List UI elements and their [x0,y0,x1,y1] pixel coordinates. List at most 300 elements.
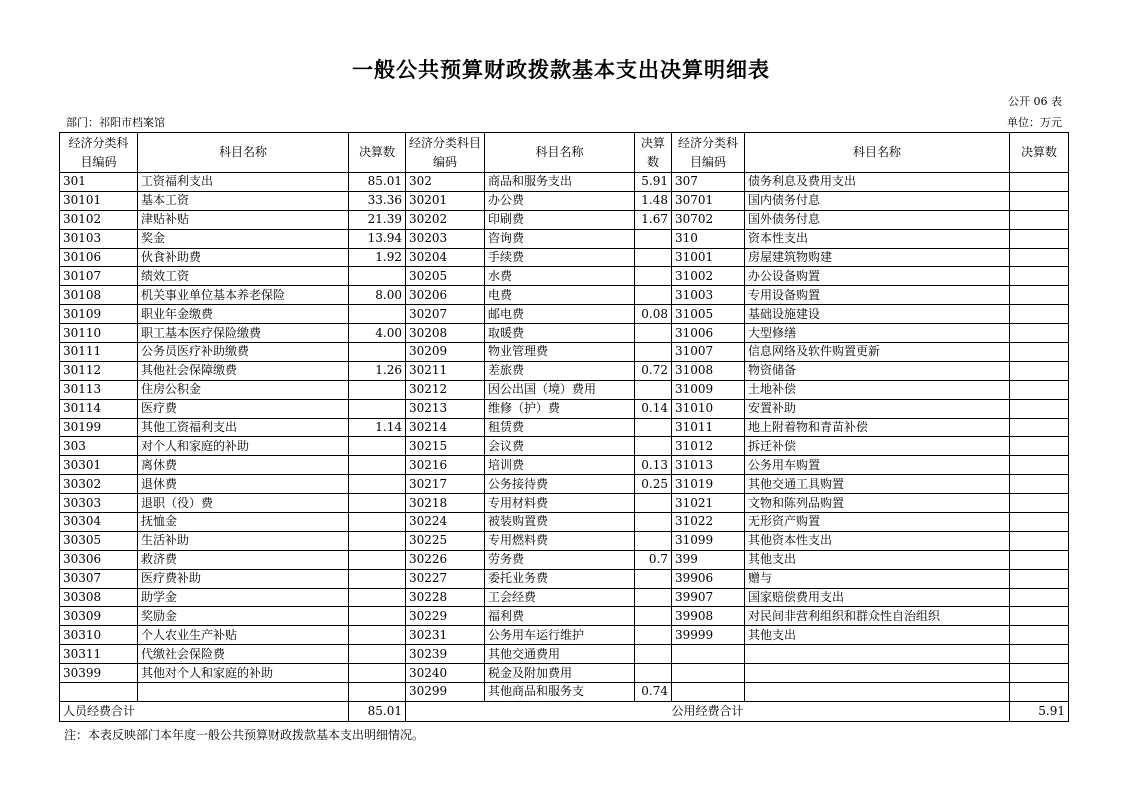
unit-label: 单位：万元 [1007,116,1062,129]
amount-cell [349,305,406,324]
amount-cell [635,380,672,399]
subject-name-cell: 国内债务付息 [745,191,1010,210]
subject-code-cell: 30214 [406,418,485,437]
subject-name-cell: 会议费 [485,437,635,456]
subject-code-cell: 31012 [672,437,745,456]
amount-cell [349,626,406,645]
subject-code-cell: 30218 [406,494,485,513]
subject-name-cell: 其他社会保障缴费 [138,361,349,380]
header-amount-1: 决算数 [349,133,406,173]
amount-cell [635,645,672,664]
public-total-label: 公用经费合计 [406,701,1010,721]
subject-code-cell: 30202 [406,210,485,229]
subject-name-cell: 印刷费 [485,210,635,229]
amount-cell [349,475,406,494]
subject-name-cell: 土地补偿 [745,380,1010,399]
subject-name-cell [745,664,1010,683]
amount-cell: 85.01 [349,173,406,192]
subject-name-cell: 水费 [485,267,635,286]
amount-cell [349,550,406,569]
subject-code-cell: 30212 [406,380,485,399]
subject-code-cell: 39907 [672,588,745,607]
subject-code-cell: 30227 [406,569,485,588]
amount-cell [635,286,672,305]
header-amount-2: 决算数 [635,133,672,173]
subject-code-cell: 30107 [60,267,138,286]
table-row [60,191,1069,210]
header-code-3: 经济分类科目编码 [672,133,745,173]
amount-cell [349,531,406,550]
subject-name-cell: 职工基本医疗保险缴费 [138,324,349,343]
subject-name-cell: 其他资本性支出 [745,531,1010,550]
subject-code-cell: 30240 [406,664,485,683]
subject-name-cell: 咨询费 [485,229,635,248]
subject-name-cell: 邮电费 [485,305,635,324]
subject-name-cell: 物资储备 [745,361,1010,380]
footnote: 注：本表反映部门本年度一般公共预算财政拨款基本支出明细情况。 [64,728,425,742]
amount-cell: 13.94 [349,229,406,248]
amount-cell [635,267,672,286]
subject-code-cell [672,645,745,664]
header-name-3: 科目名称 [745,133,1010,173]
subject-code-cell: 30102 [60,210,138,229]
header-name-1: 科目名称 [138,133,349,173]
subject-code-cell: 30110 [60,324,138,343]
table-row [60,418,1069,437]
table-row [60,286,1069,305]
amount-cell [1010,380,1069,399]
subject-code-cell: 30311 [60,645,138,664]
subject-code-cell: 30305 [60,531,138,550]
amount-cell: 33.36 [349,191,406,210]
subject-name-cell: 对个人和家庭的补助 [138,437,349,456]
table-row [60,569,1069,588]
subject-name-cell: 其他对个人和家庭的补助 [138,664,349,683]
subject-name-cell: 对民间非营利组织和群众性自治组织 [745,607,1010,626]
subject-name-cell: 专用材料费 [485,494,635,513]
subject-name-cell: 因公出国（境）费用 [485,380,635,399]
subject-name-cell: 专用设备购置 [745,286,1010,305]
amount-cell [1010,173,1069,192]
subject-code-cell: 307 [672,173,745,192]
subject-code-cell: 30113 [60,380,138,399]
subject-code-cell [672,683,745,702]
amount-cell [1010,550,1069,569]
amount-cell [1010,418,1069,437]
subject-name-cell: 商品和服务支出 [485,173,635,192]
amount-cell [635,626,672,645]
amount-cell: 0.74 [635,683,672,702]
amount-cell [349,607,406,626]
subject-code-cell: 30203 [406,229,485,248]
table-row [60,475,1069,494]
table-row [60,588,1069,607]
amount-cell [635,664,672,683]
amount-cell [349,664,406,683]
subject-code-cell: 31010 [672,399,745,418]
subject-code-cell: 30213 [406,399,485,418]
subject-name-cell: 其他支出 [745,626,1010,645]
subject-code-cell: 30208 [406,324,485,343]
amount-cell [1010,191,1069,210]
amount-cell: 1.26 [349,361,406,380]
subject-name-cell: 安置补助 [745,399,1010,418]
subject-name-cell: 抚恤金 [138,513,349,532]
header-name-2: 科目名称 [485,133,635,173]
subject-name-cell: 物业管理费 [485,343,635,362]
subject-code-cell: 30215 [406,437,485,456]
subject-code-cell: 30103 [60,229,138,248]
amount-cell [349,437,406,456]
expenditure-table [59,132,1069,722]
table-row [60,380,1069,399]
subject-name-cell: 文物和陈列品购置 [745,494,1010,513]
amount-cell [1010,324,1069,343]
subject-name-cell: 医疗费 [138,399,349,418]
table-row [60,683,1069,702]
subject-code-cell: 30226 [406,550,485,569]
subject-code-cell: 31099 [672,531,745,550]
subject-code-cell: 30701 [672,191,745,210]
subject-name-cell: 工资福利支出 [138,173,349,192]
subject-code-cell: 30206 [406,286,485,305]
subject-name-cell: 地上附着物和青苗补偿 [745,418,1010,437]
amount-cell: 5.91 [635,173,672,192]
subject-code-cell: 30239 [406,645,485,664]
amount-cell [349,456,406,475]
subject-name-cell: 赠与 [745,569,1010,588]
subject-name-cell: 办公设备购置 [745,267,1010,286]
amount-cell: 0.72 [635,361,672,380]
department-label: 部门：祁阳市档案馆 [66,116,165,129]
subject-name-cell: 维修（护）费 [485,399,635,418]
subject-code-cell: 31009 [672,380,745,399]
subject-name-cell: 劳务费 [485,550,635,569]
amount-cell [349,494,406,513]
personnel-total-value: 85.01 [349,701,406,721]
subject-code-cell: 30101 [60,191,138,210]
header-code-1: 经济分类科目编码 [60,133,138,173]
subject-name-cell: 国外债务付息 [745,210,1010,229]
subject-name-cell: 债务利息及费用支出 [745,173,1010,192]
subject-name-cell: 退职（役）费 [138,494,349,513]
amount-cell [635,494,672,513]
subject-name-cell: 工会经费 [485,588,635,607]
amount-cell [1010,229,1069,248]
subject-name-cell: 国家赔偿费用支出 [745,588,1010,607]
subject-code-cell: 30199 [60,418,138,437]
table-row [60,513,1069,532]
subject-name-cell: 无形资产购置 [745,513,1010,532]
personnel-total-label: 人员经费合计 [60,701,349,721]
subject-name-cell: 奖金 [138,229,349,248]
subject-code-cell: 30225 [406,531,485,550]
subject-name-cell: 公务员医疗补助缴费 [138,343,349,362]
amount-cell [635,324,672,343]
subject-code-cell: 30207 [406,305,485,324]
page-title: 一般公共预算财政拨款基本支出决算明细表 [352,57,770,82]
subject-code-cell: 30201 [406,191,485,210]
subject-name-cell: 手续费 [485,248,635,267]
table-row [60,173,1069,192]
amount-cell: 0.08 [635,305,672,324]
table-row [60,550,1069,569]
subject-name-cell: 其他商品和服务支 [485,683,635,702]
subject-name-cell: 福利费 [485,607,635,626]
amount-cell [635,437,672,456]
subject-name-cell: 津贴补贴 [138,210,349,229]
amount-cell [1010,494,1069,513]
subject-code-cell: 30229 [406,607,485,626]
amount-cell [1010,513,1069,532]
subject-name-cell: 其他交通工具购置 [745,475,1010,494]
table-row [60,229,1069,248]
amount-cell [1010,210,1069,229]
subject-code-cell: 30211 [406,361,485,380]
amount-cell [349,645,406,664]
subject-name-cell: 公务用车购置 [745,456,1010,475]
subject-code-cell: 31022 [672,513,745,532]
amount-cell: 21.39 [349,210,406,229]
subject-code-cell: 30308 [60,588,138,607]
subject-name-cell: 代缴社会保险费 [138,645,349,664]
amount-cell [635,418,672,437]
amount-cell [635,343,672,362]
subject-name-cell [745,645,1010,664]
subject-code-cell: 30228 [406,588,485,607]
subject-code-cell: 30224 [406,513,485,532]
subject-name-cell: 专用燃料费 [485,531,635,550]
subject-name-cell: 税金及附加费用 [485,664,635,683]
amount-cell [349,569,406,588]
amount-cell: 0.7 [635,550,672,569]
subject-code-cell: 30303 [60,494,138,513]
subject-code-cell: 30309 [60,607,138,626]
table-row [60,626,1069,645]
subject-name-cell: 房屋建筑物购建 [745,248,1010,267]
subject-code-cell: 31007 [672,343,745,362]
table-row [60,361,1069,380]
subject-name-cell: 培训费 [485,456,635,475]
subject-name-cell: 基本工资 [138,191,349,210]
amount-cell [1010,399,1069,418]
subject-name-cell: 差旅费 [485,361,635,380]
subject-name-cell: 公务用车运行维护 [485,626,635,645]
amount-cell [1010,286,1069,305]
subject-code-cell: 31002 [672,267,745,286]
subject-code-cell: 30111 [60,343,138,362]
subject-code-cell: 31008 [672,361,745,380]
table-row [60,456,1069,475]
table-row [60,324,1069,343]
subject-code-cell: 30310 [60,626,138,645]
amount-cell [1010,343,1069,362]
amount-cell [1010,361,1069,380]
subject-code-cell: 31001 [672,248,745,267]
header-code-2: 经济分类科目编码 [406,133,485,173]
amount-cell [1010,626,1069,645]
subject-name-cell: 住房公积金 [138,380,349,399]
subject-code-cell: 30114 [60,399,138,418]
subject-code-cell: 30209 [406,343,485,362]
public-total-value: 5.91 [1010,701,1069,721]
subject-code-cell: 30204 [406,248,485,267]
subject-code-cell: 30302 [60,475,138,494]
subject-name-cell: 拆迁补偿 [745,437,1010,456]
subject-code-cell: 30106 [60,248,138,267]
amount-cell [349,267,406,286]
subject-name-cell: 基础设施建设 [745,305,1010,324]
table-row [60,248,1069,267]
table-row [60,437,1069,456]
amount-cell [349,683,406,702]
subject-name-cell: 电费 [485,286,635,305]
subject-code-cell: 30109 [60,305,138,324]
subject-code-cell: 39999 [672,626,745,645]
subject-code-cell: 31013 [672,456,745,475]
subject-name-cell: 伙食补助费 [138,248,349,267]
subject-name-cell: 个人农业生产补贴 [138,626,349,645]
header-amount-3: 决算数 [1010,133,1069,173]
table-row [60,305,1069,324]
table-row [60,267,1069,286]
subject-name-cell: 离休费 [138,456,349,475]
table-row [60,494,1069,513]
amount-cell [635,569,672,588]
subject-code-cell: 30216 [406,456,485,475]
amount-cell: 1.14 [349,418,406,437]
amount-cell [1010,664,1069,683]
amount-cell: 8.00 [349,286,406,305]
subject-name-cell: 助学金 [138,588,349,607]
amount-cell [1010,267,1069,286]
amount-cell [635,588,672,607]
subject-code-cell: 30205 [406,267,485,286]
amount-cell [635,531,672,550]
subject-name-cell: 其他工资福利支出 [138,418,349,437]
table-body [60,173,1069,702]
subject-code-cell: 31021 [672,494,745,513]
subject-name-cell: 医疗费补助 [138,569,349,588]
subject-code-cell: 39908 [672,607,745,626]
amount-cell [635,229,672,248]
amount-cell: 1.92 [349,248,406,267]
subject-name-cell [138,683,349,702]
amount-cell [635,607,672,626]
subject-code-cell: 399 [672,550,745,569]
amount-cell [1010,437,1069,456]
subject-code-cell: 310 [672,229,745,248]
subject-code-cell: 30301 [60,456,138,475]
amount-cell: 0.14 [635,399,672,418]
subject-name-cell: 资本性支出 [745,229,1010,248]
form-number: 公开 06 表 [1008,95,1062,108]
subject-code-cell: 303 [60,437,138,456]
amount-cell: 4.00 [349,324,406,343]
subject-code-cell: 30399 [60,664,138,683]
amount-cell [1010,607,1069,626]
subject-code-cell: 30306 [60,550,138,569]
subject-name-cell: 大型修缮 [745,324,1010,343]
subject-code-cell: 30112 [60,361,138,380]
amount-cell [1010,248,1069,267]
amount-cell [1010,456,1069,475]
subject-name-cell: 救济费 [138,550,349,569]
amount-cell [1010,569,1069,588]
totals-row [60,701,1069,721]
subject-code-cell: 31019 [672,475,745,494]
subject-code-cell: 31011 [672,418,745,437]
subject-code-cell [60,683,138,702]
subject-name-cell: 公务接待费 [485,475,635,494]
subject-name-cell: 委托业务费 [485,569,635,588]
subject-code-cell: 301 [60,173,138,192]
amount-cell [1010,531,1069,550]
amount-cell [349,513,406,532]
subject-code-cell: 30108 [60,286,138,305]
subject-name-cell: 生活补助 [138,531,349,550]
amount-cell [1010,645,1069,664]
table-row [60,664,1069,683]
table-row [60,399,1069,418]
subject-code-cell: 31006 [672,324,745,343]
subject-name-cell: 机关事业单位基本养老保险 [138,286,349,305]
subject-name-cell: 租赁费 [485,418,635,437]
table-header-row [60,133,1069,173]
subject-code-cell: 30307 [60,569,138,588]
subject-code-cell: 302 [406,173,485,192]
subject-code-cell: 31003 [672,286,745,305]
subject-name-cell [745,683,1010,702]
subject-code-cell [672,664,745,683]
subject-code-cell: 39906 [672,569,745,588]
amount-cell [1010,305,1069,324]
subject-name-cell: 信息网络及软件购置更新 [745,343,1010,362]
subject-code-cell: 30702 [672,210,745,229]
amount-cell [635,513,672,532]
amount-cell [1010,475,1069,494]
subject-name-cell: 其他支出 [745,550,1010,569]
subject-name-cell: 办公费 [485,191,635,210]
subject-name-cell: 其他交通费用 [485,645,635,664]
amount-cell [349,380,406,399]
amount-cell: 1.48 [635,191,672,210]
table-row [60,531,1069,550]
amount-cell [349,399,406,418]
table-row [60,210,1069,229]
amount-cell [635,248,672,267]
amount-cell [349,343,406,362]
subject-code-cell: 30217 [406,475,485,494]
table-row [60,607,1069,626]
amount-cell: 0.25 [635,475,672,494]
subject-name-cell: 奖励金 [138,607,349,626]
subject-name-cell: 退休费 [138,475,349,494]
table-row [60,645,1069,664]
subject-name-cell: 被装购置费 [485,513,635,532]
amount-cell [1010,683,1069,702]
amount-cell: 1.67 [635,210,672,229]
amount-cell [1010,588,1069,607]
subject-code-cell: 31005 [672,305,745,324]
subject-code-cell: 30231 [406,626,485,645]
table-row [60,343,1069,362]
subject-name-cell: 取暖费 [485,324,635,343]
subject-code-cell: 30304 [60,513,138,532]
amount-cell [349,588,406,607]
subject-name-cell: 绩效工资 [138,267,349,286]
subject-name-cell: 职业年金缴费 [138,305,349,324]
